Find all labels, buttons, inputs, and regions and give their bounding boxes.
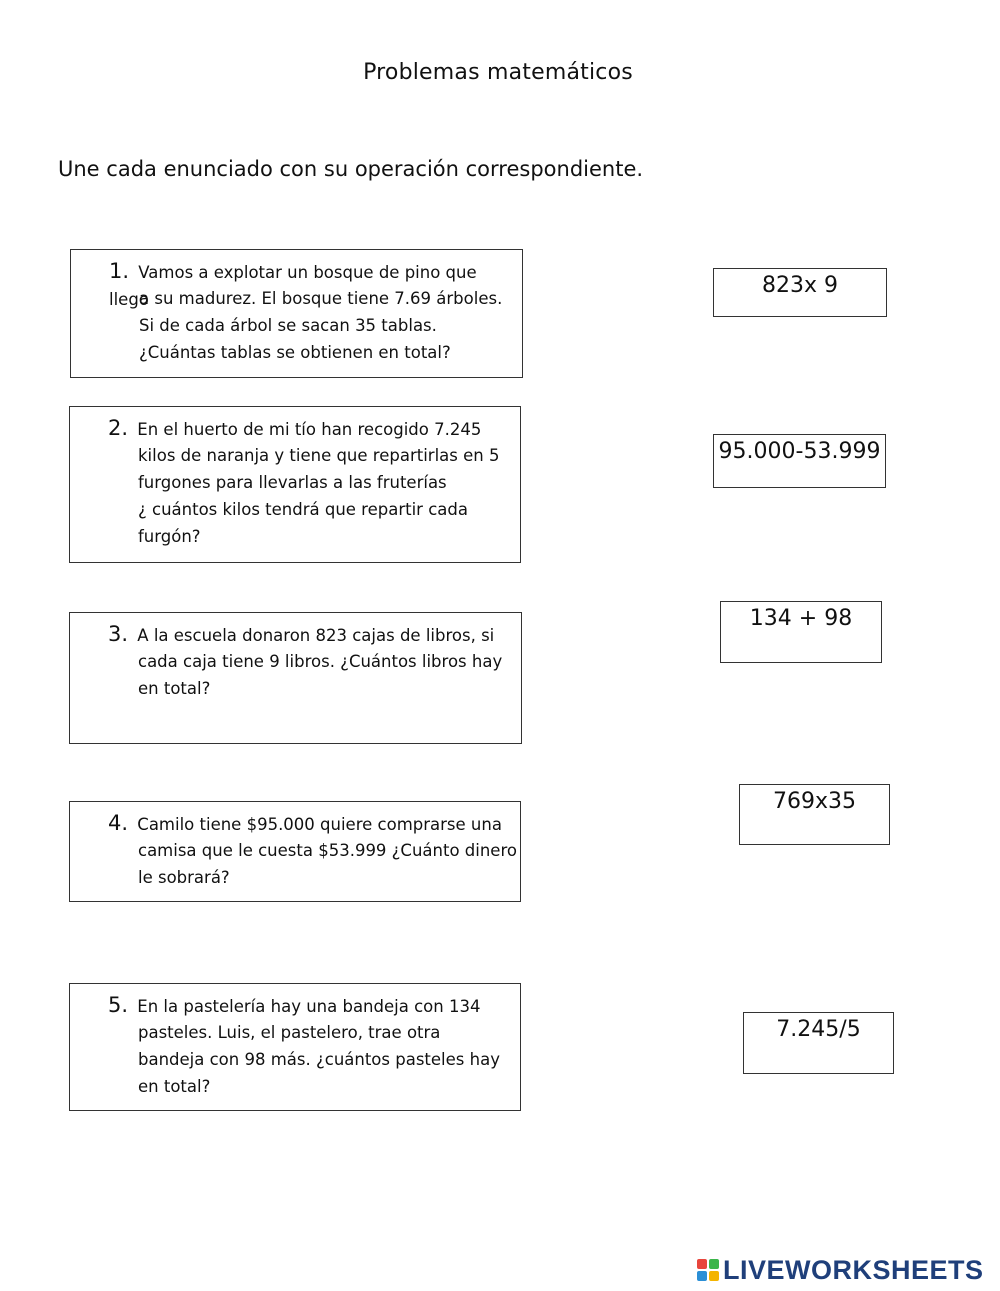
page-title: Problemas matemáticos	[363, 60, 633, 85]
logo-square-green	[709, 1259, 719, 1269]
instruction-text: Une cada enunciado con su operación correspondiente.	[58, 157, 644, 181]
problem-5-first-line: En la pastelería hay una bandeja con 134	[137, 997, 481, 1016]
problem-4-number: 4.	[108, 811, 129, 835]
problem-5-lead	[108, 992, 518, 1020]
operation-box-4[interactable]: 769x35	[739, 784, 890, 845]
logo-square-yellow	[709, 1271, 719, 1281]
logo-square-blue	[697, 1271, 707, 1281]
liveworksheets-logo	[697, 1255, 984, 1285]
operation-box-5[interactable]: 7.245/5	[743, 1012, 894, 1074]
problem-box-2[interactable]	[69, 406, 521, 563]
problem-box-4[interactable]	[69, 801, 521, 902]
operation-box-1[interactable]: 823x 9	[713, 268, 887, 317]
problem-4-text: camisa que le cuesta $53.999 ¿Cuánto dinero le sobrará?	[138, 841, 517, 887]
problem-box-3[interactable]	[69, 612, 522, 744]
problem-2-lead	[108, 415, 518, 443]
logo-text: LIVEWORKSHEETS	[723, 1254, 984, 1285]
problem-1-first-line: Vamos a explotar un bosque de pino que llego	[109, 263, 477, 309]
problem-5-text: pasteles. Luis, el pastelero, trae otra bandeja con 98 más. ¿cuántos pasteles hay en total?	[138, 1023, 500, 1096]
problem-2-first-line: En el huerto de mi tío han recogido 7.245	[137, 420, 482, 439]
problem-4-lead	[108, 810, 518, 838]
logo-square-red	[697, 1259, 707, 1269]
problem-2-text: kilos de naranja y tiene que repartirlas en 5 furgones para llevarlas a las fruterías ¿ cuántos kilos tendrá que repartir cada furgón?	[138, 446, 500, 546]
problem-1-text: a su madurez. El bosque tiene 7.69 árboles. Si de cada árbol se sacan 35 tablas. ¿Cuántas tablas se obtienen en total?	[139, 289, 503, 362]
problem-5-number: 5.	[108, 993, 129, 1017]
problem-box-1[interactable]	[70, 249, 523, 378]
problem-1-number: 1.	[109, 259, 130, 283]
problem-3-number: 3.	[108, 622, 129, 646]
problem-box-5[interactable]	[69, 983, 521, 1111]
problem-3-text: cada caja tiene 9 libros. ¿Cuántos libros hay en total?	[138, 652, 503, 698]
problem-2-number: 2.	[108, 416, 129, 440]
problem-4-first-line: Camilo tiene $95.000 quiere comprarse una	[137, 815, 502, 834]
logo-mark-icon	[697, 1259, 719, 1281]
operation-box-3[interactable]: 134 + 98	[720, 601, 882, 663]
problem-3-lead	[108, 621, 518, 649]
problem-3-first-line: A la escuela donaron 823 cajas de libros, si	[137, 626, 495, 645]
operation-box-2[interactable]: 95.000-53.999	[713, 434, 886, 488]
